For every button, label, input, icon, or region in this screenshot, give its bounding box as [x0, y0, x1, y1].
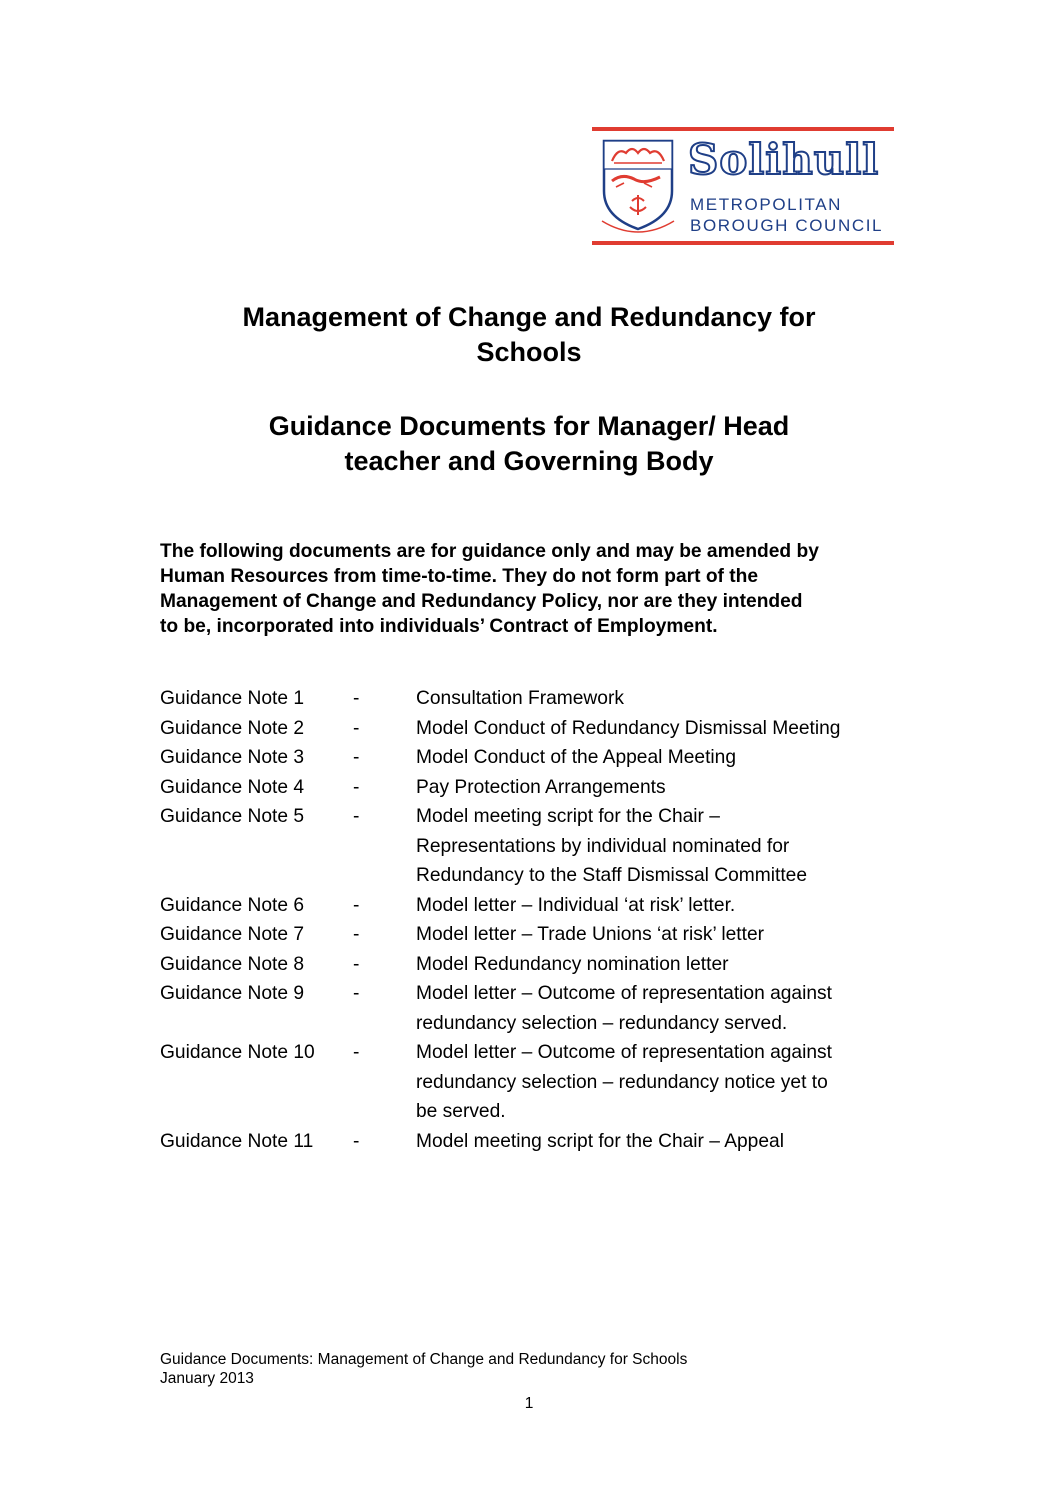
- footer-date: January 2013: [160, 1370, 254, 1387]
- guidance-note-description-line: be served.: [416, 1101, 506, 1122]
- guidance-note-row: [160, 684, 920, 714]
- guidance-note-separator: -: [353, 776, 360, 798]
- guidance-note-description-line: Model letter – Trade Unions ‘at risk’ letter: [416, 924, 765, 945]
- guidance-note-label: Guidance Note 4: [160, 776, 304, 798]
- guidance-note-description: [416, 684, 920, 714]
- guidance-note-description-line: Model letter – Individual ‘at risk’ letter.: [416, 894, 736, 916]
- intro-line: to be, incorporated into individuals’ Contract of Employment.: [160, 616, 718, 637]
- guidance-note-description-line: Pay Protection Arrangements: [416, 776, 666, 798]
- document-subtitle-line: teacher and Governing Body: [344, 446, 714, 476]
- intro-line: The following documents are for guidance only and may be amended by: [160, 541, 819, 562]
- guidance-note-description-line: Model letter – Outcome of representation against: [416, 983, 832, 1004]
- guidance-note-label: Guidance Note 10: [160, 1042, 315, 1063]
- guidance-note-label: Guidance Note 2: [160, 717, 304, 739]
- guidance-note-description-line: redundancy selection – redundancy served.: [416, 1012, 788, 1034]
- council-logo: [592, 127, 894, 245]
- guidance-note-label: Guidance Note 7: [160, 924, 304, 945]
- guidance-note-description: [416, 950, 920, 980]
- guidance-note-description-line: Model letter – Outcome of representation against: [416, 1042, 832, 1063]
- logo-subtitle-line2: BOROUGH COUNCIL: [690, 216, 884, 235]
- guidance-notes-list: [160, 684, 920, 1156]
- guidance-note-label: Guidance Note 11: [160, 1130, 314, 1152]
- guidance-note-separator: -: [353, 747, 360, 768]
- guidance-note-description-line: Representations by individual nominated for: [416, 835, 790, 857]
- guidance-note-description-line: Model meeting script for the Chair –: [416, 806, 720, 827]
- guidance-note-description-line: Model Conduct of Redundancy Dismissal Meeting: [416, 717, 841, 739]
- guidance-note-row: [160, 1038, 920, 1127]
- guidance-note-description-line: Model Redundancy nomination letter: [416, 953, 729, 975]
- guidance-note-separator: -: [353, 717, 360, 739]
- guidance-note-description: [416, 891, 920, 921]
- document-subtitle-line: Guidance Documents for Manager/ Head: [268, 411, 790, 441]
- guidance-note-description-line: Consultation Framework: [416, 688, 624, 709]
- guidance-note-separator: -: [353, 688, 360, 709]
- guidance-note-row: [160, 920, 920, 950]
- guidance-note-label: Guidance Note 9: [160, 983, 304, 1004]
- guidance-note-description: [416, 1127, 920, 1157]
- guidance-note-separator: -: [353, 894, 360, 916]
- guidance-note-label: Guidance Note 1: [160, 688, 304, 709]
- footer-document-title: Guidance Documents: Management of Change and Redundancy for Schools: [160, 1351, 688, 1368]
- guidance-note-row: [160, 714, 920, 744]
- logo-subtitle-line1: METROPOLITAN: [690, 195, 843, 214]
- document-title: [0, 300, 1058, 370]
- guidance-note-separator: -: [353, 1130, 360, 1152]
- guidance-note-description: [416, 1038, 920, 1127]
- guidance-note-row: [160, 743, 920, 773]
- guidance-note-separator: -: [353, 806, 360, 827]
- guidance-note-separator: -: [353, 953, 360, 975]
- intro-paragraph: [160, 539, 920, 639]
- guidance-note-row: [160, 773, 920, 803]
- guidance-note-description-line: Model meeting script for the Chair – Appeal: [416, 1130, 784, 1152]
- guidance-note-label: Guidance Note 6: [160, 894, 304, 916]
- guidance-note-description-line: Model Conduct of the Appeal Meeting: [416, 747, 737, 768]
- page-number: 1: [524, 1395, 534, 1412]
- guidance-note-description: [416, 743, 920, 773]
- guidance-note-description: [416, 714, 920, 744]
- document-title-line: Schools: [476, 337, 582, 367]
- guidance-note-description: [416, 979, 920, 1038]
- intro-line: Management of Change and Redundancy Policy, nor are they intended: [160, 591, 803, 612]
- guidance-note-row: [160, 891, 920, 921]
- guidance-note-description-line: Redundancy to the Staff Dismissal Committee: [416, 865, 808, 886]
- guidance-note-row: [160, 950, 920, 980]
- page-footer: [160, 1350, 687, 1388]
- document-subtitle: [0, 409, 1058, 479]
- guidance-note-row: [160, 979, 920, 1038]
- logo-bottom-rule: [592, 241, 894, 245]
- logo-top-rule: [592, 127, 894, 131]
- guidance-note-description: [416, 802, 920, 891]
- logo-wordmark: Solihull: [688, 135, 880, 184]
- intro-line: Human Resources from time-to-time. They do not form part of the: [160, 566, 759, 587]
- document-title-line: Management of Change and Redundancy for: [242, 302, 816, 332]
- guidance-note-row: [160, 1127, 920, 1157]
- guidance-note-row: [160, 802, 920, 891]
- guidance-note-label: Guidance Note 3: [160, 747, 304, 768]
- coat-of-arms-icon: [598, 137, 678, 237]
- guidance-note-separator: -: [353, 983, 360, 1004]
- guidance-note-label: Guidance Note 5: [160, 806, 304, 827]
- guidance-note-description: [416, 920, 920, 950]
- guidance-note-separator: -: [353, 924, 360, 945]
- guidance-note-description-line: redundancy selection – redundancy notice yet to: [416, 1071, 828, 1093]
- guidance-note-label: Guidance Note 8: [160, 953, 304, 975]
- guidance-note-description: [416, 773, 920, 803]
- guidance-note-separator: -: [353, 1042, 360, 1063]
